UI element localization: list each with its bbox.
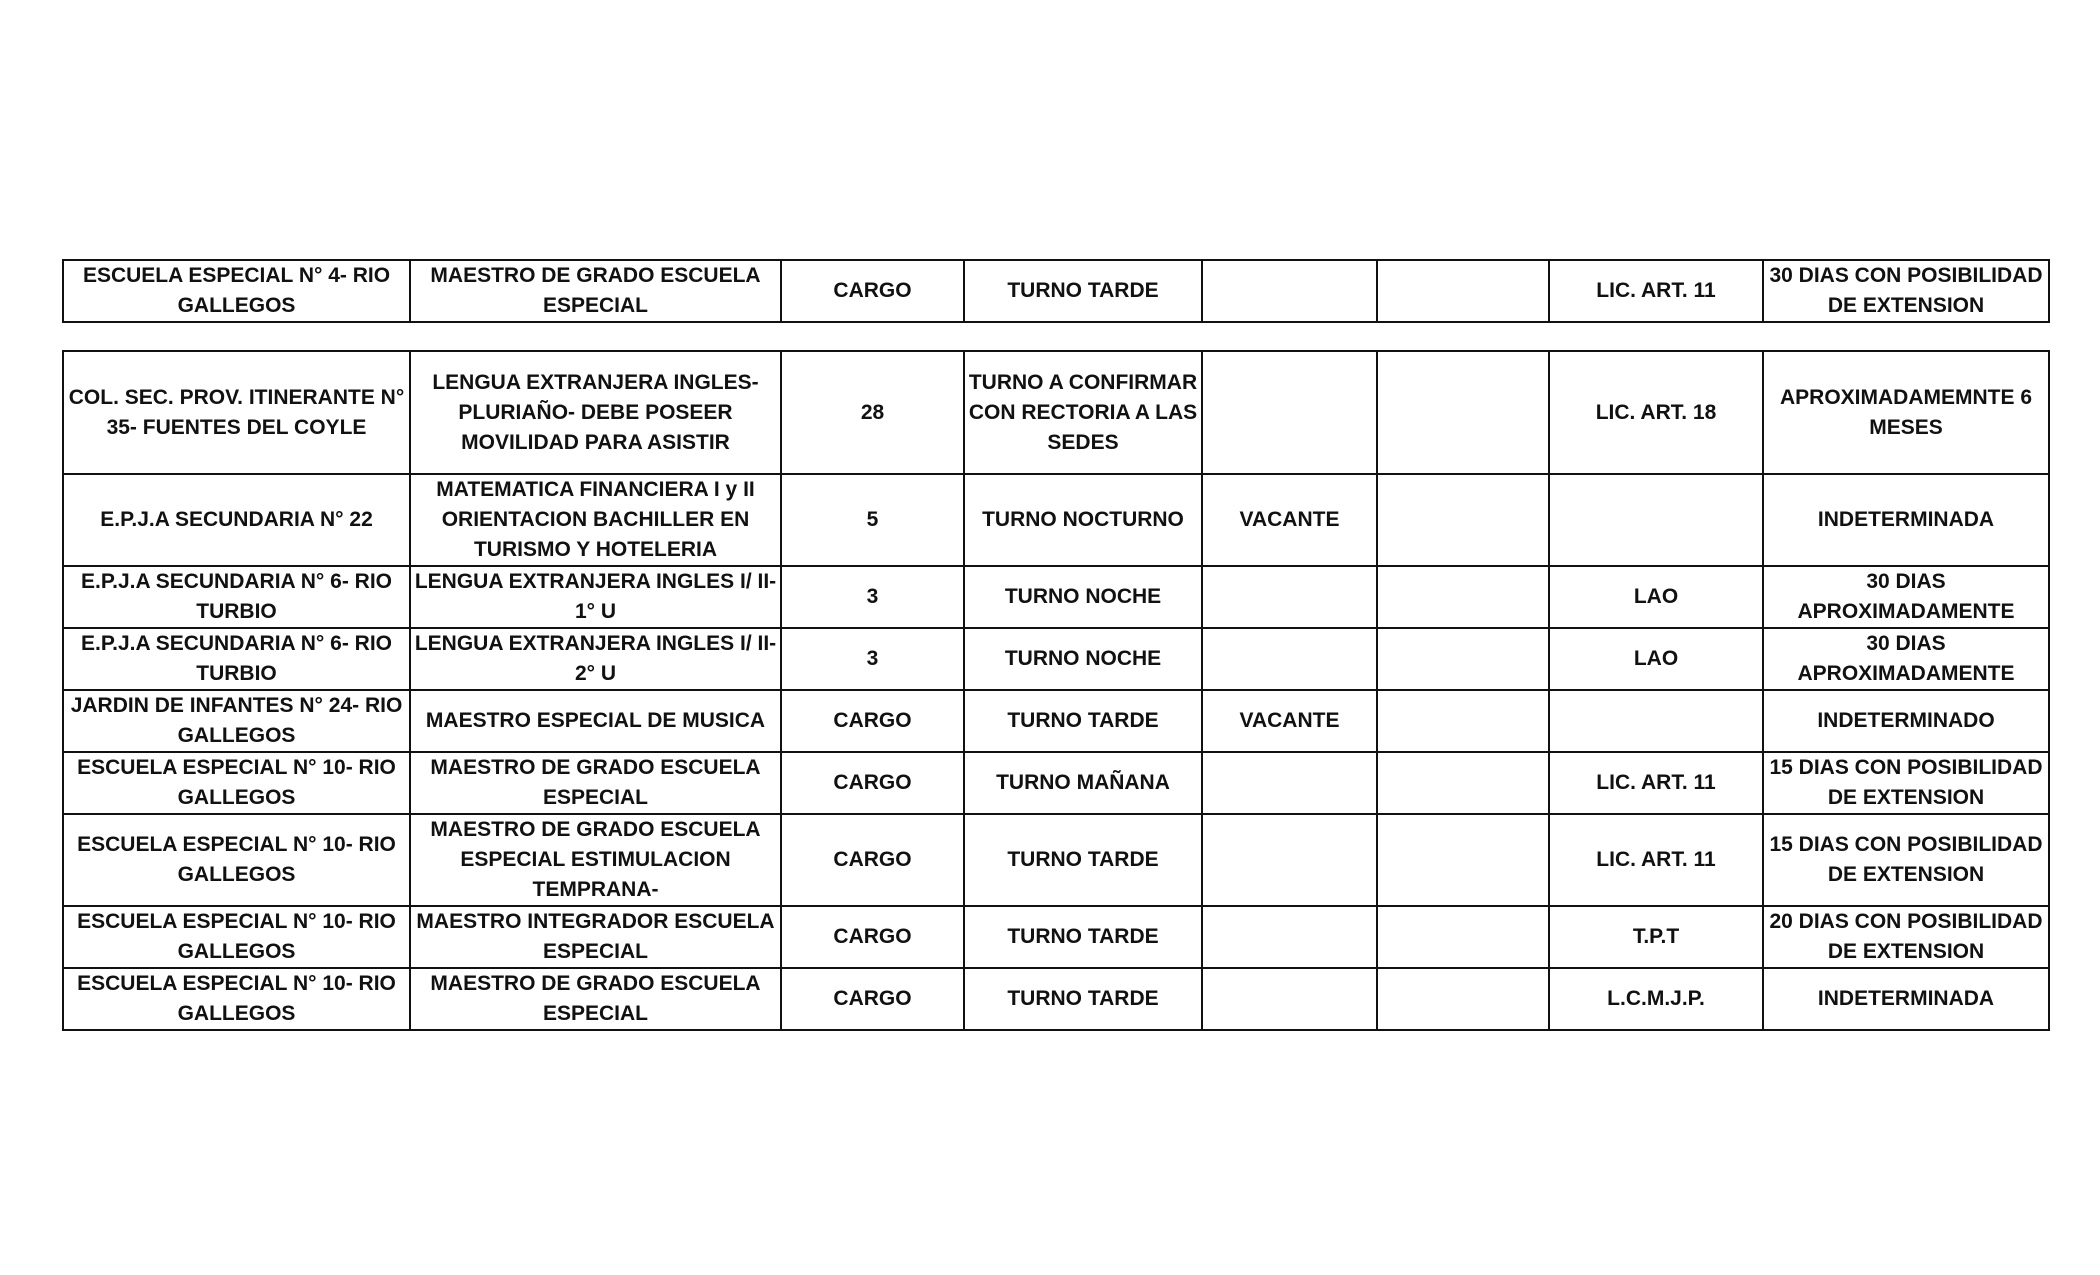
hours-cell: CARGO [781, 752, 964, 814]
status-cell [1202, 351, 1377, 474]
shift-cell: TURNO A CONFIRMAR CON RECTORIA A LAS SEDES [964, 351, 1202, 474]
shift-cell: TURNO TARDE [964, 906, 1202, 968]
reason-cell: LAO [1549, 566, 1763, 628]
hours-cell: 5 [781, 474, 964, 566]
blank-cell [1377, 351, 1549, 474]
status-cell [1202, 968, 1377, 1030]
duration-cell: 15 DIAS CON POSIBILIDAD DE EXTENSION [1763, 814, 2049, 906]
school-cell: E.P.J.A SECUNDARIA N° 22 [63, 474, 410, 566]
shift-cell: TURNO TARDE [964, 260, 1202, 322]
blank-cell [1377, 628, 1549, 690]
school-cell: COL. SEC. PROV. ITINERANTE N° 35- FUENTES DEL COYLE [63, 351, 410, 474]
status-cell: VACANTE [1202, 474, 1377, 566]
school-cell: ESCUELA ESPECIAL N° 10- RIO GALLEGOS [63, 752, 410, 814]
reason-cell: LIC. ART. 18 [1549, 351, 1763, 474]
table-row [63, 260, 2049, 322]
position-cell: LENGUA EXTRANJERA INGLES I/ II- 2° U [410, 628, 781, 690]
position-cell: MAESTRO DE GRADO ESCUELA ESPECIAL ESTIMULACION TEMPRANA- [410, 814, 781, 906]
school-cell: ESCUELA ESPECIAL N° 10- RIO GALLEGOS [63, 814, 410, 906]
position-cell: LENGUA EXTRANJERA INGLES I/ II- 1° U [410, 566, 781, 628]
vacancy-table-main [62, 350, 2050, 1031]
hours-cell: CARGO [781, 260, 964, 322]
school-cell: ESCUELA ESPECIAL N° 10- RIO GALLEGOS [63, 906, 410, 968]
status-cell: VACANTE [1202, 690, 1377, 752]
school-cell: ESCUELA ESPECIAL N° 10- RIO GALLEGOS [63, 968, 410, 1030]
hours-cell: CARGO [781, 814, 964, 906]
duration-cell: 20 DIAS CON POSIBILIDAD DE EXTENSION [1763, 906, 2049, 968]
duration-cell: APROXIMADAMEMNTE 6 MESES [1763, 351, 2049, 474]
status-cell [1202, 260, 1377, 322]
table-row [63, 752, 2049, 814]
reason-cell: LAO [1549, 628, 1763, 690]
reason-cell [1549, 474, 1763, 566]
table-row [63, 474, 2049, 566]
table-row [63, 351, 2049, 474]
position-cell: MATEMATICA FINANCIERA I y II ORIENTACION BACHILLER EN TURISMO Y HOTELERIA [410, 474, 781, 566]
school-cell: E.P.J.A SECUNDARIA N° 6- RIO TURBIO [63, 628, 410, 690]
shift-cell: TURNO TARDE [964, 814, 1202, 906]
school-cell: JARDIN DE INFANTES N° 24- RIO GALLEGOS [63, 690, 410, 752]
table-row [63, 968, 2049, 1030]
table-row [63, 690, 2049, 752]
shift-cell: TURNO TARDE [964, 968, 1202, 1030]
duration-cell: INDETERMINADA [1763, 968, 2049, 1030]
position-cell: MAESTRO DE GRADO ESCUELA ESPECIAL [410, 752, 781, 814]
shift-cell: TURNO MAÑANA [964, 752, 1202, 814]
blank-cell [1377, 566, 1549, 628]
reason-cell: LIC. ART. 11 [1549, 752, 1763, 814]
shift-cell: TURNO NOCHE [964, 628, 1202, 690]
position-cell: MAESTRO DE GRADO ESCUELA ESPECIAL [410, 968, 781, 1030]
table-row [63, 628, 2049, 690]
blank-cell [1377, 906, 1549, 968]
shift-cell: TURNO NOCTURNO [964, 474, 1202, 566]
hours-cell: CARGO [781, 968, 964, 1030]
position-cell: MAESTRO DE GRADO ESCUELA ESPECIAL [410, 260, 781, 322]
school-cell: E.P.J.A SECUNDARIA N° 6- RIO TURBIO [63, 566, 410, 628]
duration-cell: 15 DIAS CON POSIBILIDAD DE EXTENSION [1763, 752, 2049, 814]
reason-cell: LIC. ART. 11 [1549, 814, 1763, 906]
blank-cell [1377, 814, 1549, 906]
status-cell [1202, 814, 1377, 906]
duration-cell: INDETERMINADA [1763, 474, 2049, 566]
hours-cell: CARGO [781, 906, 964, 968]
status-cell [1202, 566, 1377, 628]
status-cell [1202, 906, 1377, 968]
status-cell [1202, 752, 1377, 814]
blank-cell [1377, 260, 1549, 322]
hours-cell: 28 [781, 351, 964, 474]
reason-cell: T.P.T [1549, 906, 1763, 968]
duration-cell: 30 DIAS APROXIMADAMENTE [1763, 566, 2049, 628]
reason-cell: LIC. ART. 11 [1549, 260, 1763, 322]
position-cell: LENGUA EXTRANJERA INGLES- PLURIAÑO- DEBE POSEER MOVILIDAD PARA ASISTIR [410, 351, 781, 474]
blank-cell [1377, 474, 1549, 566]
hours-cell: 3 [781, 628, 964, 690]
duration-cell: INDETERMINADO [1763, 690, 2049, 752]
blank-cell [1377, 968, 1549, 1030]
position-cell: MAESTRO ESPECIAL DE MUSICA [410, 690, 781, 752]
school-cell: ESCUELA ESPECIAL N° 4- RIO GALLEGOS [63, 260, 410, 322]
shift-cell: TURNO NOCHE [964, 566, 1202, 628]
table-row [63, 906, 2049, 968]
reason-cell: L.C.M.J.P. [1549, 968, 1763, 1030]
shift-cell: TURNO TARDE [964, 690, 1202, 752]
table-row [63, 814, 2049, 906]
status-cell [1202, 628, 1377, 690]
hours-cell: 3 [781, 566, 964, 628]
table-row [63, 566, 2049, 628]
duration-cell: 30 DIAS CON POSIBILIDAD DE EXTENSION [1763, 260, 2049, 322]
position-cell: MAESTRO INTEGRADOR ESCUELA ESPECIAL [410, 906, 781, 968]
reason-cell [1549, 690, 1763, 752]
duration-cell: 30 DIAS APROXIMADAMENTE [1763, 628, 2049, 690]
vacancy-table-top [62, 259, 2050, 323]
blank-cell [1377, 690, 1549, 752]
blank-cell [1377, 752, 1549, 814]
hours-cell: CARGO [781, 690, 964, 752]
